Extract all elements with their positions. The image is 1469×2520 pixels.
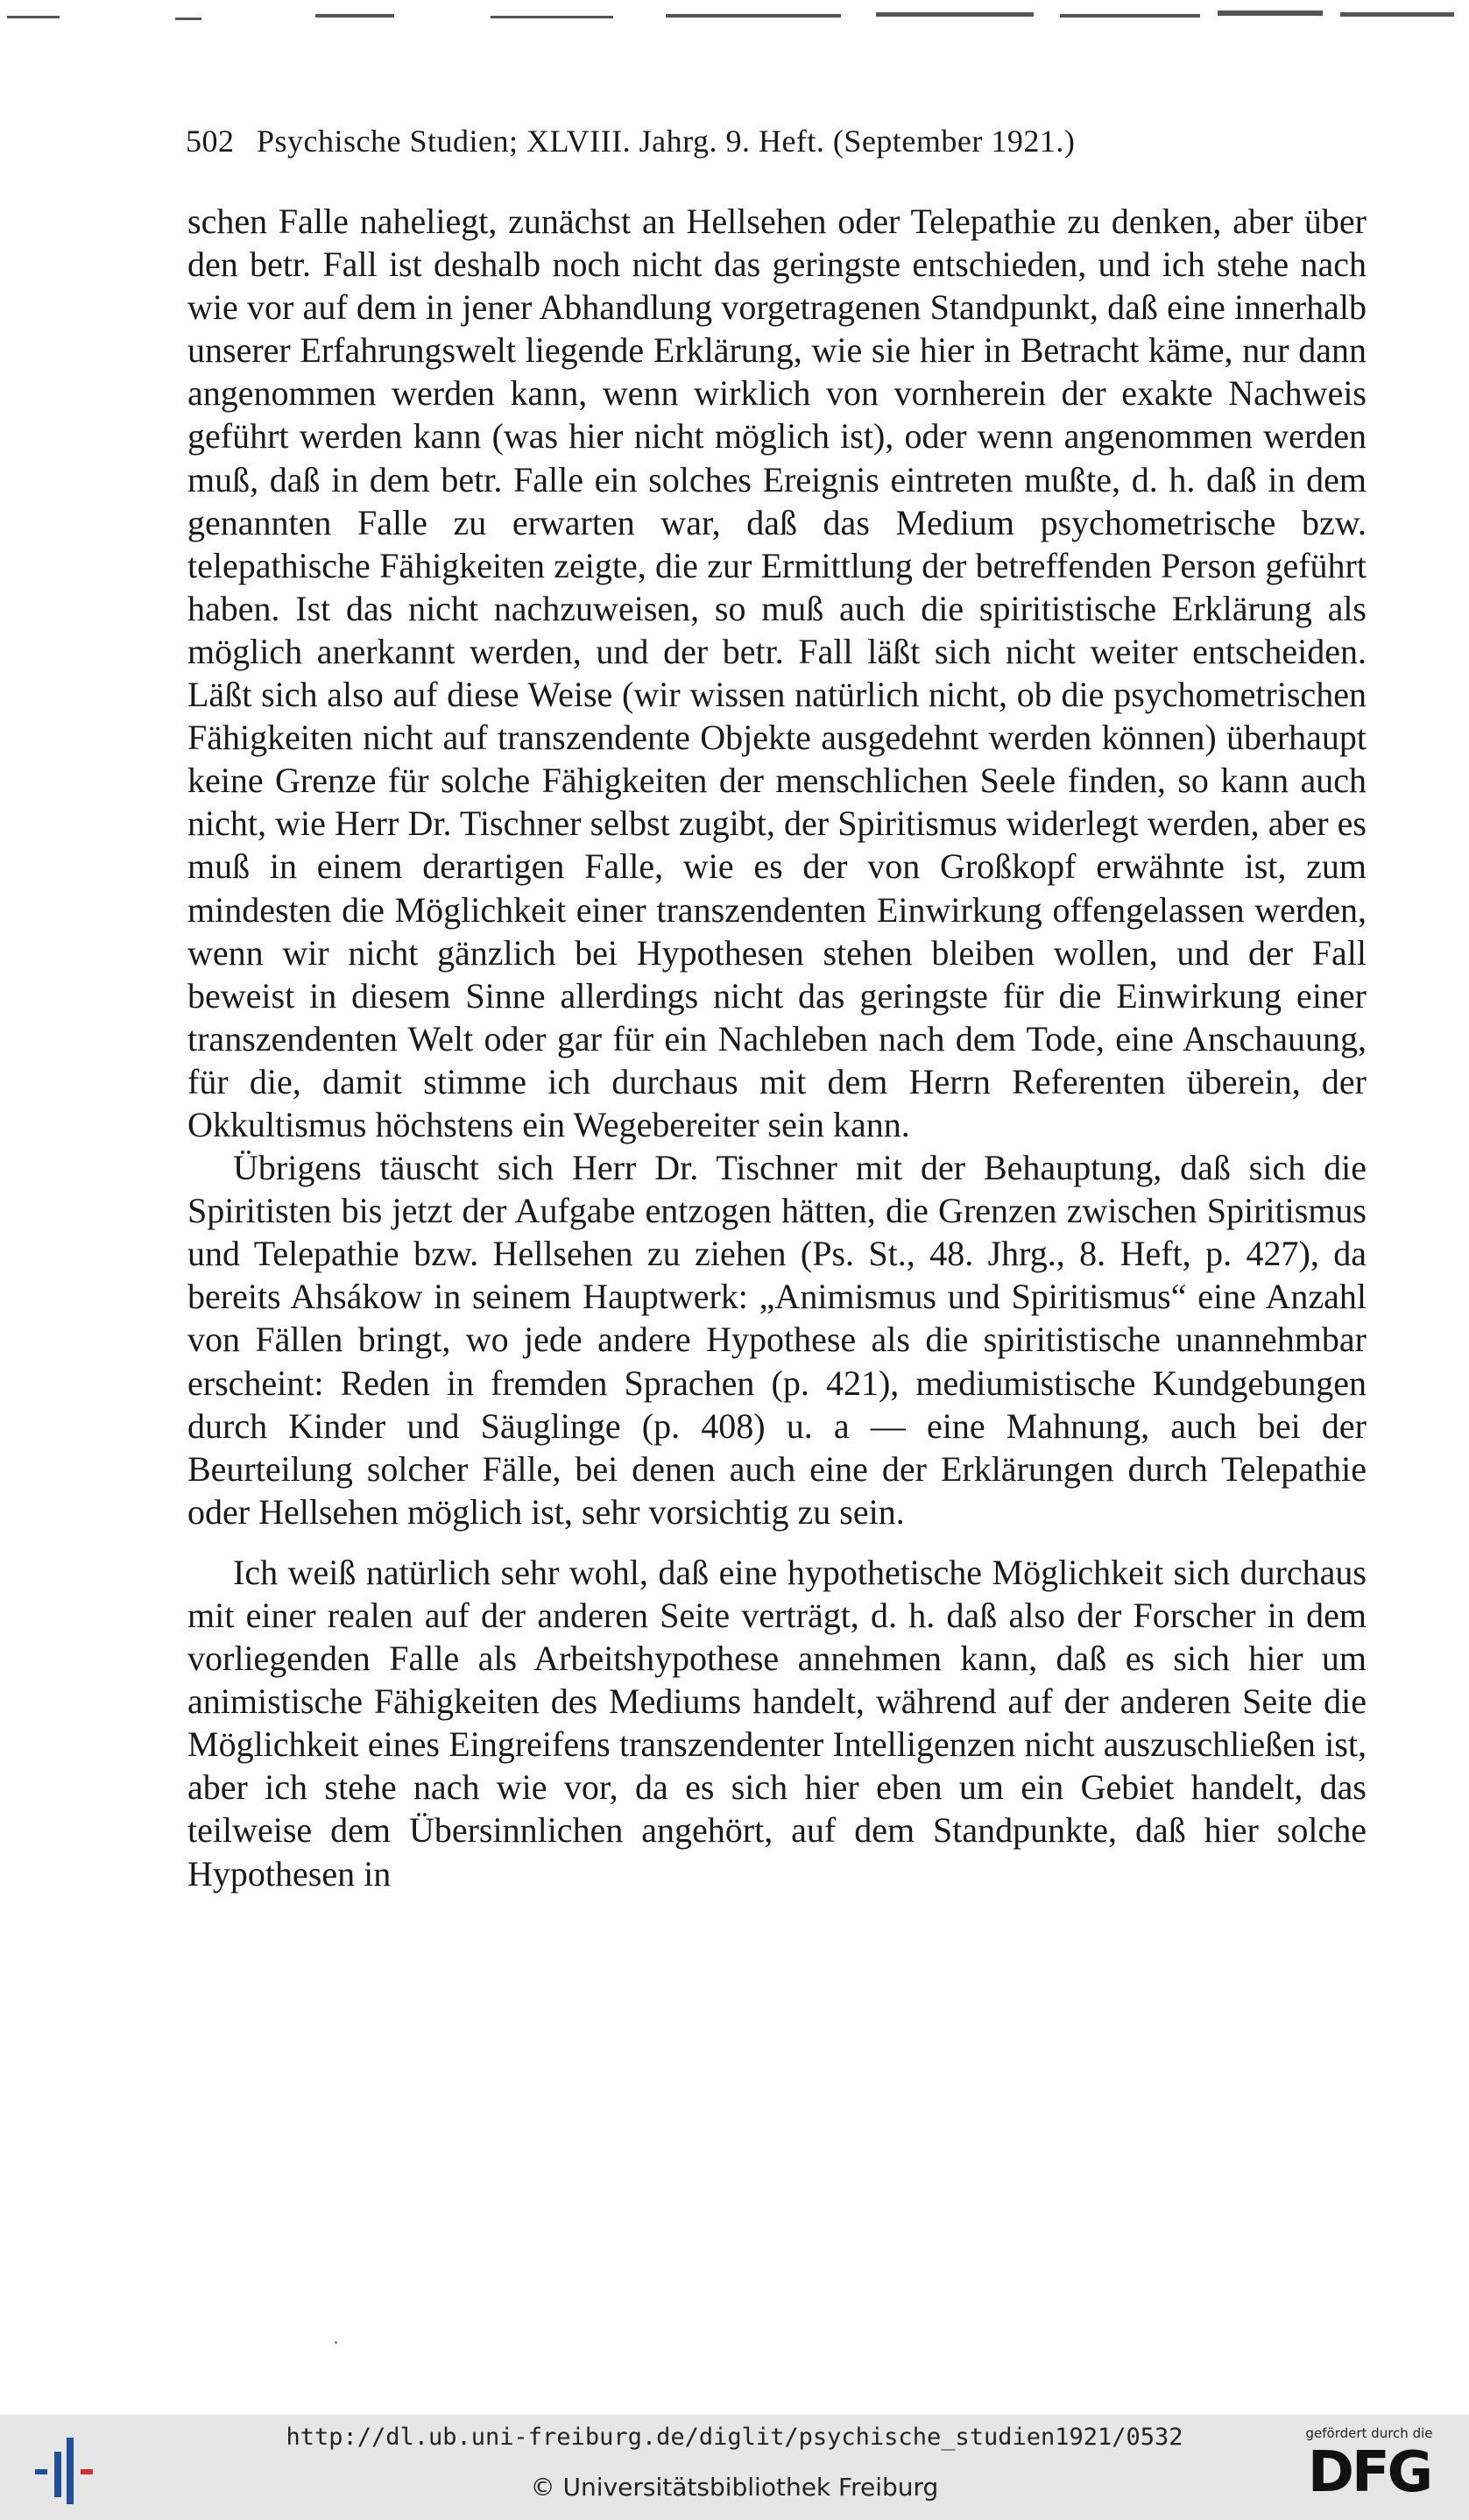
paragraph: schen Falle naheliegt, zunächst an Hellsehen oder Telepathie zu denken, aber über den betr. Fall ist deshalb noch nicht das geringste entschieden, und ich stehe nach wie vor auf dem in jener Abhandlung vorgetragenen Standpunkt, daß eine innerhalb unserer Erfahrungswelt liegende Erklärung, wie sie hier in Betracht käme, nur dann angenommen werden kann, wenn wirklich von vornherein der exakte Nachweis geführt werden kann (was hier nicht möglich ist), oder wenn angenommen werden muß, daß in dem betr. Falle ein solches Ereignis eintreten mußte, d. h. daß in dem genannten Falle zu erwarten war, daß das Medium psychometrische bzw. telepathische Fähigkeiten zeigte, die zur Ermittlung der betreffenden Person geführt haben. Ist das nicht nachzuweisen, so muß auch die spiritistische Erklärung als möglich anerkannt werden, und der betr. Fall läßt sich nicht weiter entscheiden. Läßt sich also auf diese Weise (wir wissen natürlich nicht, ob die psychometrischen Fähigkeiten nicht auf transzendente Objekte ausgedehnt werden können) überhaupt keine Grenze für solche Fähigkeiten der menschlichen Seele finden, so kann auch nicht, wie Herr Dr. Tischner selbst zugibt, der Spiritismus widerlegt werden, aber es muß in einem derartigen Falle, wie es der von Großkopf erwähnte ist, zum mindesten die Möglichkeit einer transzendenten Einwirkung offengelassen werden, wenn wir nicht gänzlich bei Hypothesen stehen bleiben wollen, und der Fall beweist in diesem Sinne allerdings nicht das geringste für die Einwirkung einer transzendenten Welt oder gar für ein Nachleben nach dem Tode, eine Anschauung, für die, damit stimme ich durchaus mit dem Herrn Referenten überein, der Okkultismus höchstens ein Wegebereiter sein kann. <box>187 202 1367 1144</box>
scan-margin-noise <box>0 0 1469 44</box>
paragraph: Ich weiß natürlich sehr wohl, daß eine hypothetische Möglichkeit sich durchaus mit einer realen auf der anderen Seite verträgt, d. h. daß also der Forscher in dem vorliegenden Falle als Arbeitshypothese annehmen kann, daß es sich hier um animistische Fähigkeiten des Mediums handelt, während auf der anderen Seite die Möglichkeit eines Eingreifens transzendenter Intelligenzen nicht auszuschließen ist, aber ich stehe nach wie vor, da es sich hier eben um ein Gebiet handelt, das teilweise dem Übersinnlichen angehört, auf dem Standpunkte, daß hier solche Hypothesen in <box>187 1552 1367 1894</box>
funder-badge <box>1290 2425 1448 2513</box>
running-header <box>186 123 1377 159</box>
body-text <box>187 200 1367 1895</box>
scan-speck <box>335 2341 337 2344</box>
dfg-logo-icon: DFG <box>1307 2440 1431 2505</box>
copyright-notice: © Universitätsbibliothek Freiburg <box>530 2473 939 2502</box>
funding-caption: gefördert durch die <box>1305 2425 1433 2441</box>
running-title: Psychische Studien; XLVIII. Jahrg. 9. Heft. (September 1921.) <box>257 124 1076 159</box>
source-url-link[interactable]: http://dl.ub.uni-freiburg.de/diglit/psychische_studien1921/0532 <box>286 2424 1183 2451</box>
paragraph: Übrigens täuscht sich Herr Dr. Tischner mit der Behauptung, daß sich die Spiritisten bis jetzt der Aufgabe entzogen hätten, die Grenzen zwischen Spiritismus und Telepathie bzw. Hellsehen zu ziehen (Ps. St., 48. Jhrg., 8. Heft, p. 427), da bereits Ahsákow in seinem Hauptwerk: „Animismus und Spiritismus“ eine Anzahl von Fällen bringt, wo jede andere Hypothese als die spiritistische unannehmbar erscheint: Reden in fremden Sprachen (p. 421), mediumistische Kundgebungen durch Kinder und Säuglinge (p. 408) u. a — eine Mahnung, auch bei der Beurteilung solcher Fälle, bei denen auch eine der Erklärungen durch Telepathie oder Hellsehen möglich ist, sehr vorsichtig zu sein. <box>187 1148 1367 1532</box>
footer-bar <box>0 2415 1469 2520</box>
page-number: 502 <box>186 124 235 159</box>
